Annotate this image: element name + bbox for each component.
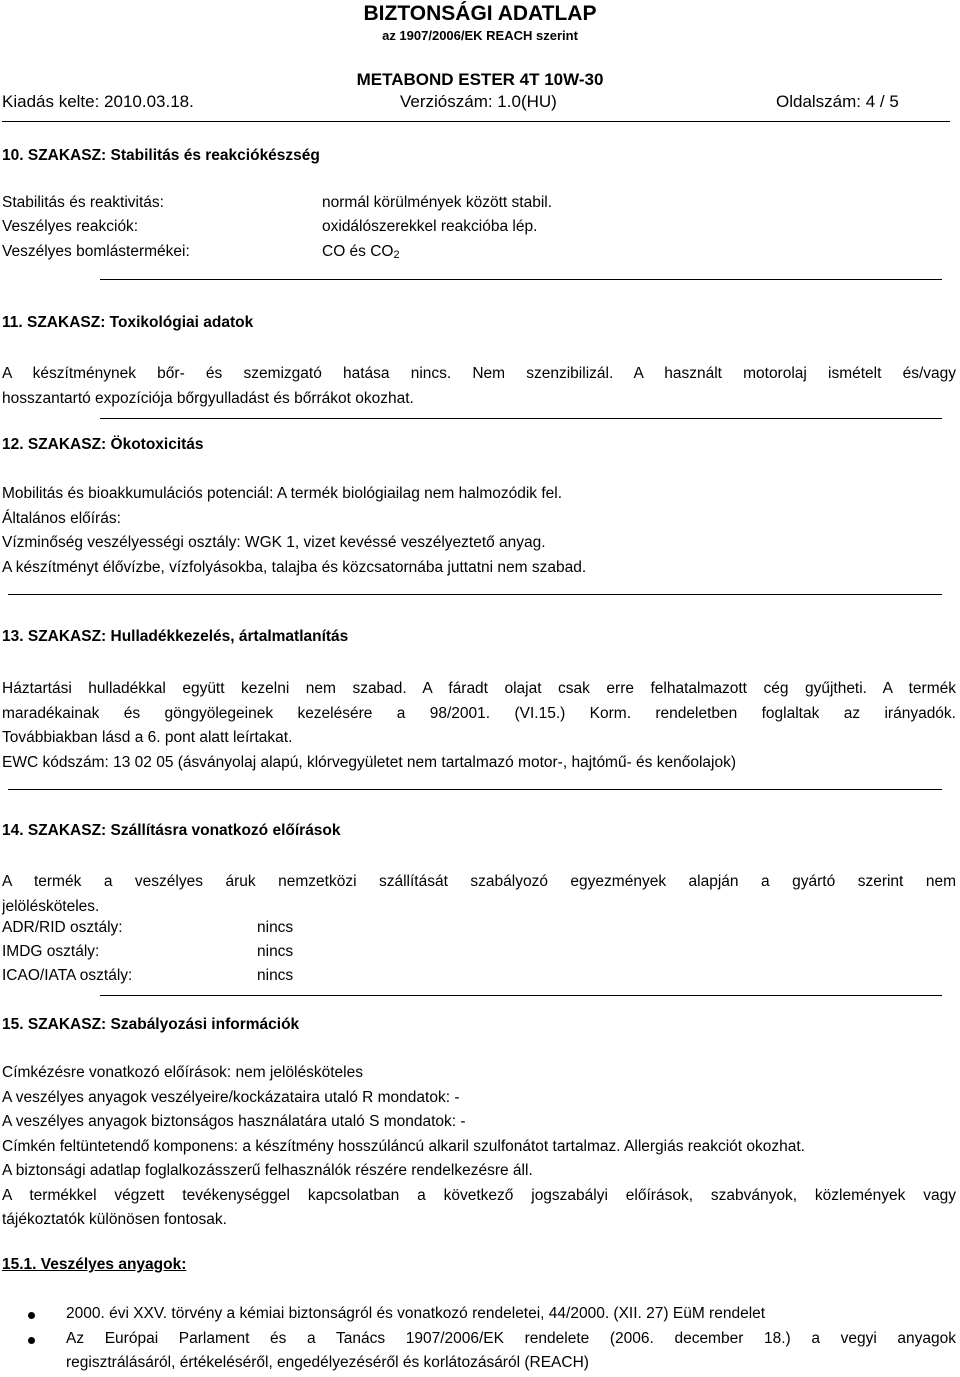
bullet-dot [28, 1337, 35, 1344]
text-line: tájékoztatók különösen fontosak. [2, 1211, 227, 1228]
kv-row [2, 194, 552, 212]
kv-label: IMDG osztály: [2, 943, 100, 960]
section-12-text [2, 482, 956, 580]
bullet-item: 2000. évi XXV. törvény a kémiai biztonságról és vonatkozó rendeletei, 44/2000. (XII. 27) EüM rendelet [66, 1305, 766, 1322]
document-title: BIZTONSÁGI ADATLAP [363, 2, 597, 25]
section-divider [8, 594, 942, 595]
text-line: A készítménynek bőr- és szemizgató hatása nincs. Nem szenzibilizál. A használt motorolaj ismételt és/vagy [2, 365, 956, 382]
section-13-title: 13. SZAKASZ: Hulladékkezelés, ártalmatlanítás [2, 628, 349, 645]
section-14-text [2, 870, 956, 919]
text-line: A termékkel végzett tevékenységgel kapcsolatban a következő jogszabályi előírások, szabványok, közlemények vagy [2, 1186, 956, 1204]
kv-label: ADR/RID osztály: [2, 919, 123, 936]
section-divider [100, 279, 942, 280]
section-12-title: 12. SZAKASZ: Ökotoxicitás [2, 436, 204, 453]
section-11-text [2, 362, 956, 411]
kv-value: nincs [257, 943, 294, 960]
issue-date: Kiadás kelte: 2010.03.18. [2, 92, 194, 111]
subscript-2: 2 [393, 249, 400, 261]
document-subtitle: az 1907/2006/EK REACH szerint [382, 28, 578, 43]
section-divider [100, 995, 942, 996]
kv-row [2, 967, 293, 985]
section-15-title: 15. SZAKASZ: Szabályozási információk [2, 1016, 300, 1033]
text-line: maradékainak és göngyölegeinek kezelésére a 98/2001. (VI.15.) Korm. rendeletben foglaltak az irányadók. [2, 704, 956, 722]
text-line: hosszantartó expozíciója bőrgyulladást és bőrrákot okozhat. [2, 389, 414, 407]
text-line: EWC kódszám: 13 02 05 (ásványolaj alapú, klórvegyületet nem tartalmazó motor-, hajtómű- és kenőolajok) [2, 753, 737, 771]
bullet-item-continued: regisztrálásáról, értékeléséről, engedélyezéséről és korlátozásáról (REACH) [66, 1354, 589, 1371]
section-divider [100, 418, 942, 419]
text-line: Címkén feltüntetendő komponens: a készítmény hosszúláncú alkaril szulfonátot tartalmaz. Allergiás reakciót okozhat. [2, 1137, 805, 1155]
version-number: Verziószám: 1.0(HU) [400, 92, 557, 111]
section-13-text [2, 677, 956, 775]
kv-value: CO és CO [322, 243, 394, 260]
text-line: A veszélyes anyagok biztonságos használatára utaló S mondatok: - [2, 1113, 466, 1130]
kv-value: nincs [257, 919, 294, 936]
section-divider [8, 789, 942, 790]
kv-value: oxidálószerekkel reakcióba lép. [322, 218, 538, 235]
text-line: A készítményt élővízbe, vízfolyásokba, talajba és közcsatornába juttatni nem szabad. [2, 558, 587, 576]
kv-row [2, 243, 400, 261]
text-line: A biztonsági adatlap foglalkozásszerű felhasználók részére rendelkezésre áll. [2, 1162, 533, 1179]
text-line: Mobilitás és bioakkumulációs potenciál: A termék biológiailag nem halmozódik fel. [2, 485, 563, 502]
text-line: jelölésköteles. [2, 897, 100, 915]
text-line: A termék a veszélyes áruk nemzetközi szállítását szabályozó egyezmények alapján a gyártó szerint nem [2, 873, 956, 890]
text-line: Címkézésre vonatkozó előírások: nem jelölésköteles [2, 1064, 363, 1081]
bullet-item: Az Európai Parlament és a Tanács 1907/2006/EK rendelete (2006. december 18.) a vegyi anyagok [66, 1330, 956, 1347]
section-11-title: 11. SZAKASZ: Toxikológiai adatok [2, 314, 254, 331]
kv-row [2, 943, 293, 961]
page-number: Oldalszám: 4 / 5 [776, 92, 899, 111]
kv-value: normál körülmények között stabil. [322, 194, 553, 211]
kv-value: nincs [257, 967, 294, 984]
text-line: A veszélyes anyagok veszélyeire/kockázataira utaló R mondatok: - [2, 1088, 460, 1106]
bullet-dot [28, 1312, 35, 1319]
kv-label: ICAO/IATA osztály: [2, 967, 133, 984]
text-line: Háztartási hulladékkal együtt kezelni nem szabad. A fáradt olajat csak erre felhatalmazott cég gyűjtheti. A termék [2, 680, 956, 697]
product-name: METABOND ESTER 4T 10W-30 [356, 70, 604, 89]
text-line: Vízminőség veszélyességi osztály: WGK 1, vizet kevéssé veszélyeztető anyag. [2, 534, 546, 551]
section-15-text [2, 1061, 956, 1233]
kv-row [2, 218, 537, 236]
header-divider [2, 121, 950, 122]
kv-label: Stabilitás és reaktivitás: [2, 194, 164, 211]
section-10-title: 10. SZAKASZ: Stabilitás és reakciókészség [2, 147, 320, 164]
section-14-title: 14. SZAKASZ: Szállításra vonatkozó előírások [2, 822, 341, 839]
text-line: Továbbiakban lásd a 6. pont alatt leírtakat. [2, 729, 293, 746]
kv-label: Veszélyes bomlástermékei: [2, 243, 190, 260]
text-line: Általános előírás: [2, 509, 121, 527]
kv-row [2, 919, 293, 937]
kv-label: Veszélyes reakciók: [2, 218, 139, 235]
subsection-15-1-title: 15.1. Veszélyes anyagok: [2, 1256, 187, 1273]
